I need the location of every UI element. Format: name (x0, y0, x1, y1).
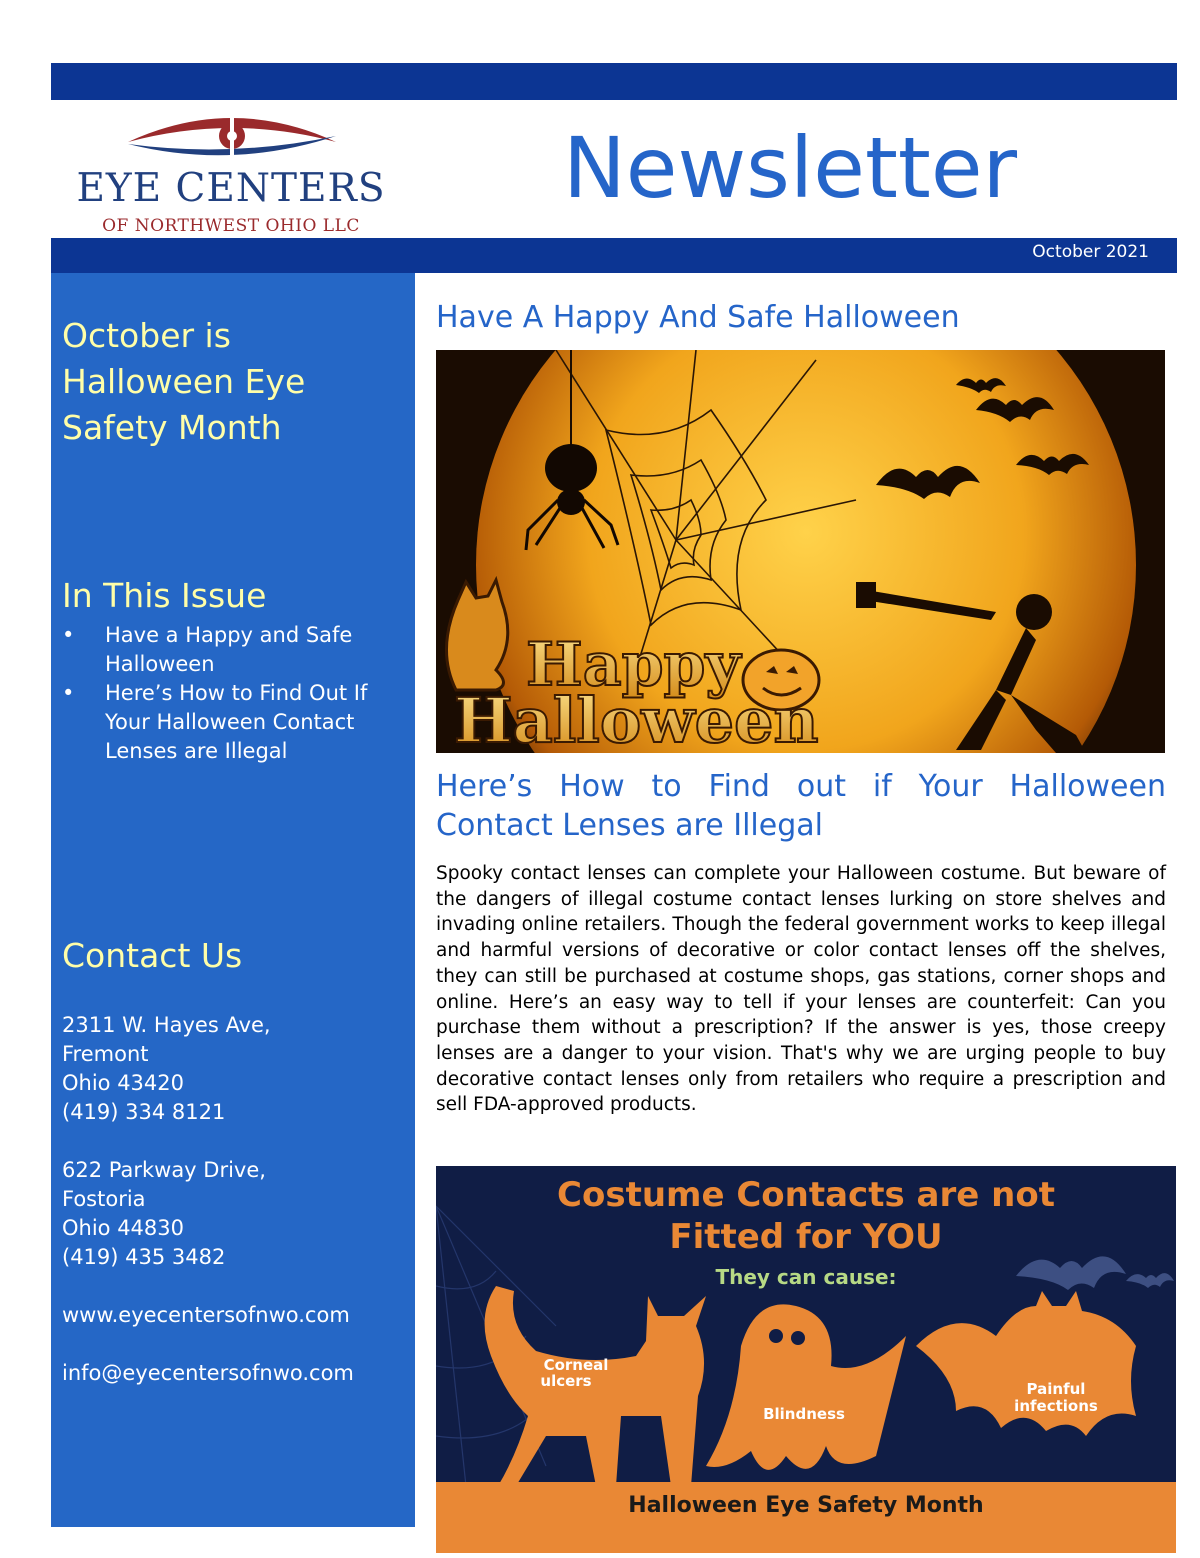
newsletter-title: Newsletter (562, 119, 1018, 217)
infographic-title-2: Fitted for YOU (669, 1217, 943, 1257)
date-bar (51, 238, 1177, 273)
article2-body: Spooky contact lenses can complete your Halloween costume. But beware of the dangers of illegal costume contact lenses lurking on store shelves and invading online retailers. Though the federal government works to keep illegal and harmful versions of decorative or color contact lenses off the shelves, they can still be purchased at costume shops, gas stations, corner shops and online. Here’s an easy way to tell if your lenses are counterfeit: Can you purchase them without a prescription? If the answer is yes, those creepy lenses are a danger to your vision. That's why we are urging people to buy decorative contact lenses only from retailers who require a prescription and sell FDA-approved products. (436, 863, 1166, 1116)
city: Fostoria (62, 1187, 146, 1211)
sidebar (51, 273, 415, 1527)
location-fostoria (62, 1156, 354, 1272)
state-zip: Ohio 44830 (62, 1216, 185, 1240)
issue-item[interactable] (62, 621, 407, 679)
effect-painful-infections-1: Painful (1026, 1380, 1086, 1398)
logo (60, 100, 402, 240)
logo-name: EYE CENTERS (76, 166, 386, 211)
effect-painful-infections-2: infections (1014, 1397, 1098, 1415)
article2-title: Here’s How to Find out if Your Halloween Contact Lenses are Illegal (436, 769, 1166, 843)
effect-blindness: Blindness (763, 1405, 845, 1423)
issue-item[interactable] (62, 679, 407, 766)
issue-item-label: Here’s How to Find Out If Your Halloween Contact Lenses are Illegal (105, 681, 368, 763)
issue-list (62, 621, 407, 766)
costume-contacts-infographic (436, 1166, 1176, 1553)
infographic-footer: Halloween Eye Safety Month (628, 1493, 984, 1518)
email-link[interactable]: info@eyecentersofnwo.com (62, 1361, 354, 1385)
eye-logo-icon (122, 108, 342, 170)
infographic-subtitle: They can cause: (715, 1265, 897, 1289)
issue-item-label: Have a Happy and Safe Halloween (105, 623, 353, 676)
logo-subname: OF NORTHWEST OHIO LLC (102, 216, 360, 236)
bullet-icon: • (62, 623, 75, 647)
city: Fremont (62, 1042, 149, 1066)
happy-text: Happy (526, 630, 741, 700)
article1-title: Have A Happy And Safe Halloween (436, 300, 960, 335)
phone[interactable]: (419) 334 8121 (62, 1100, 226, 1124)
bullet-icon: • (62, 681, 75, 705)
state-zip: Ohio 43420 (62, 1071, 185, 1095)
header-top-bar (51, 63, 1177, 100)
in-this-issue-heading: In This Issue (62, 576, 267, 615)
phone[interactable]: (419) 435 3482 (62, 1245, 226, 1269)
contact-details (62, 1011, 354, 1417)
effect-corneal-ulcers-2: ulcers (540, 1372, 592, 1390)
month-heading: October is Halloween Eye Safety Month (62, 316, 306, 447)
location-fremont (62, 1011, 354, 1127)
website-link[interactable]: www.eyecentersofnwo.com (62, 1303, 350, 1327)
issue-date: October 2021 (1032, 242, 1149, 262)
infographic-title-1: Costume Contacts are not (557, 1175, 1055, 1215)
contact-heading: Contact Us (62, 936, 243, 975)
effect-corneal-ulcers-1: Corneal (543, 1356, 609, 1374)
halloween-text: Halloween (454, 684, 819, 753)
street: 622 Parkway Drive, (62, 1158, 266, 1182)
street: 2311 W. Hayes Ave, (62, 1013, 271, 1037)
halloween-image (436, 350, 1165, 753)
